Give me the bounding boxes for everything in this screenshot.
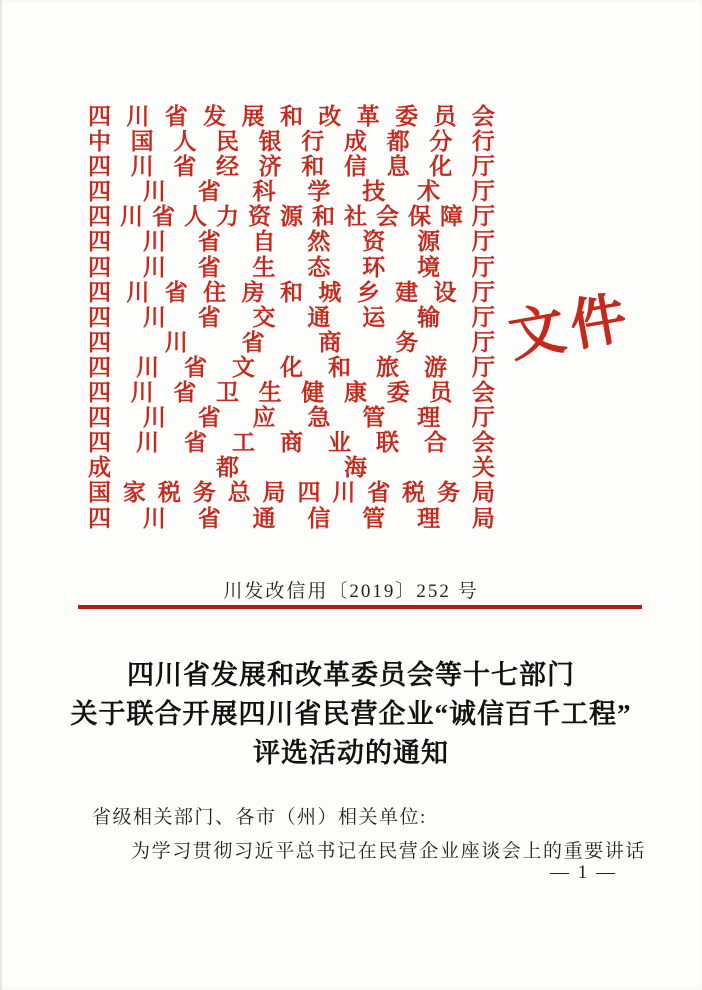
salutation-line: 省级相关部门、各市（州）相关单位: xyxy=(92,807,427,828)
body-paragraph: 为学习贯彻习近平总书记在民营企业座谈会上的重要讲话 xyxy=(131,841,647,862)
title-line-3: 评选活动的通知 xyxy=(253,738,449,768)
department-line: 四 川 省 自 然 资 源 厅 xyxy=(88,229,495,255)
department-line: 四 川 省 商 务 厅 xyxy=(88,329,495,355)
department-line: 四 川 省 应 急 管 理 厅 xyxy=(88,405,495,431)
title-line-1: 四川省发展和改革委员会等十七部门 xyxy=(127,660,575,690)
department-list xyxy=(88,104,495,531)
title-line-2: 关于联合开展四川省民营企业“诚信百千工程” xyxy=(70,699,632,729)
department-line: 四 川 省 发 展 和 改 革 委 员 会 xyxy=(88,104,495,129)
department-line: 国 家 税 务 总 局 四 川 省 税 务 局 xyxy=(88,480,495,506)
department-line: 中 国 人 民 银 行 成 都 分 行 xyxy=(88,129,495,155)
document-title xyxy=(40,656,662,773)
page-number: — 1 — xyxy=(550,862,617,883)
department-line: 成 都 海 关 xyxy=(88,455,495,481)
department-line: 四 川 省 交 通 运 输 厅 xyxy=(88,304,495,330)
department-line: 四 川 省 卫 生 健 康 委 员 会 xyxy=(88,380,495,406)
document-number: 川发改信用〔2019〕252 号 xyxy=(223,581,479,602)
department-line: 四 川 省 生 态 环 境 厅 xyxy=(88,254,495,280)
department-line: 四 川 省 文 化 和 旅 游 厅 xyxy=(88,354,495,380)
red-separator-rule xyxy=(78,605,642,609)
document-label: 文件 xyxy=(504,286,638,370)
department-line: 四 川 省 通 信 管 理 局 xyxy=(88,505,495,531)
department-line: 四 川 省 科 学 技 术 厅 xyxy=(88,179,495,205)
department-line: 四 川 省 人 力 资 源 和 社 会 保 障 厅 xyxy=(88,204,495,230)
department-line: 四 川 省 工 商 业 联 合 会 xyxy=(88,430,495,456)
department-line: 四 川 省 住 房 和 城 乡 建 设 厅 xyxy=(88,279,495,305)
scan-edge xyxy=(0,0,2,990)
department-line: 四 川 省 经 济 和 信 息 化 厅 xyxy=(88,154,495,180)
